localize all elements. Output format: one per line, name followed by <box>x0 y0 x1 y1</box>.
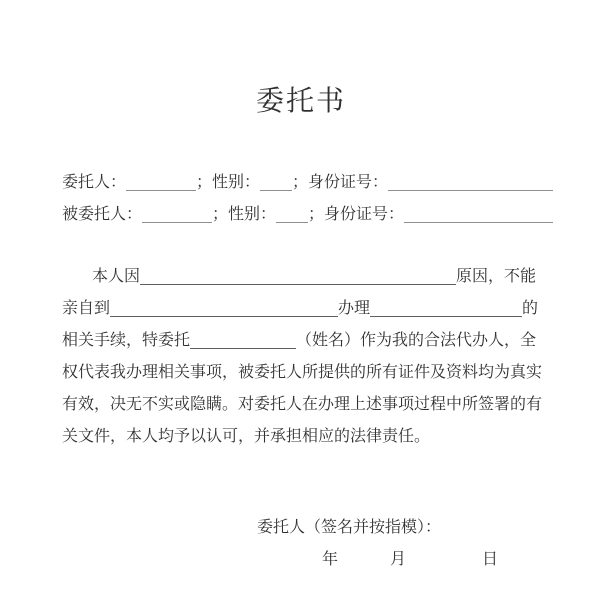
body-line-5 <box>62 389 544 421</box>
agent-gender-label: ；性别： <box>212 206 277 223</box>
principal-info-line <box>62 167 553 199</box>
body-text: 本人因 <box>92 268 141 285</box>
body-text: 权代表我办理相关事项，被委托人所提供的所有证件及资料均为真实 <box>62 364 543 381</box>
principal-label: 委托人： <box>62 174 127 191</box>
principal-id-label: ；身份证号： <box>292 174 389 191</box>
date-line <box>322 548 498 572</box>
principal-name-blank[interactable] <box>126 172 196 191</box>
matter-blank[interactable] <box>370 298 522 317</box>
body-text: 办理 <box>338 300 371 317</box>
body-text: 亲自到 <box>62 300 111 317</box>
body-line-1 <box>62 261 544 293</box>
body-text: （姓名）作为我的合法代办人，全 <box>296 332 537 349</box>
agent-info-line <box>62 199 553 231</box>
date-year-label: 年 <box>322 551 339 568</box>
date-day-label: 日 <box>482 551 499 568</box>
body-text: 相关手续，特委托 <box>62 332 191 349</box>
body-line-6 <box>62 421 544 453</box>
body-paragraph <box>62 261 544 453</box>
parties-section <box>62 167 553 231</box>
document-title: 委托书 <box>255 85 346 116</box>
body-text: 原因，不能 <box>456 268 537 285</box>
principal-gender-blank[interactable] <box>260 172 292 191</box>
date-month-label: 月 <box>390 551 407 568</box>
signature-line <box>257 516 441 540</box>
agent-gender-blank[interactable] <box>276 204 308 223</box>
reason-blank[interactable] <box>140 266 456 285</box>
body-line-4 <box>62 357 544 389</box>
body-text: 关文件，本人均予以认可，并承担相应的法律责任。 <box>62 428 431 445</box>
agent-name-blank[interactable] <box>142 204 212 223</box>
agent-label: 被委托人： <box>62 206 143 223</box>
agent-id-label: ；身份证号： <box>308 206 405 223</box>
body-text: 的 <box>522 300 539 317</box>
location-blank[interactable] <box>110 298 338 317</box>
body-text: 有效，决无不实或隐瞒。对委托人在办理上述事项过程中所签署的有 <box>62 396 543 413</box>
body-line-2 <box>62 293 544 325</box>
principal-gender-label: ；性别： <box>196 174 261 191</box>
signature-label: 委托人（签名并按指模）： <box>257 519 442 536</box>
agent-id-blank[interactable] <box>404 204 553 223</box>
agent-name-in-text-blank[interactable] <box>190 330 296 349</box>
body-line-3 <box>62 325 544 357</box>
principal-id-blank[interactable] <box>388 172 553 191</box>
